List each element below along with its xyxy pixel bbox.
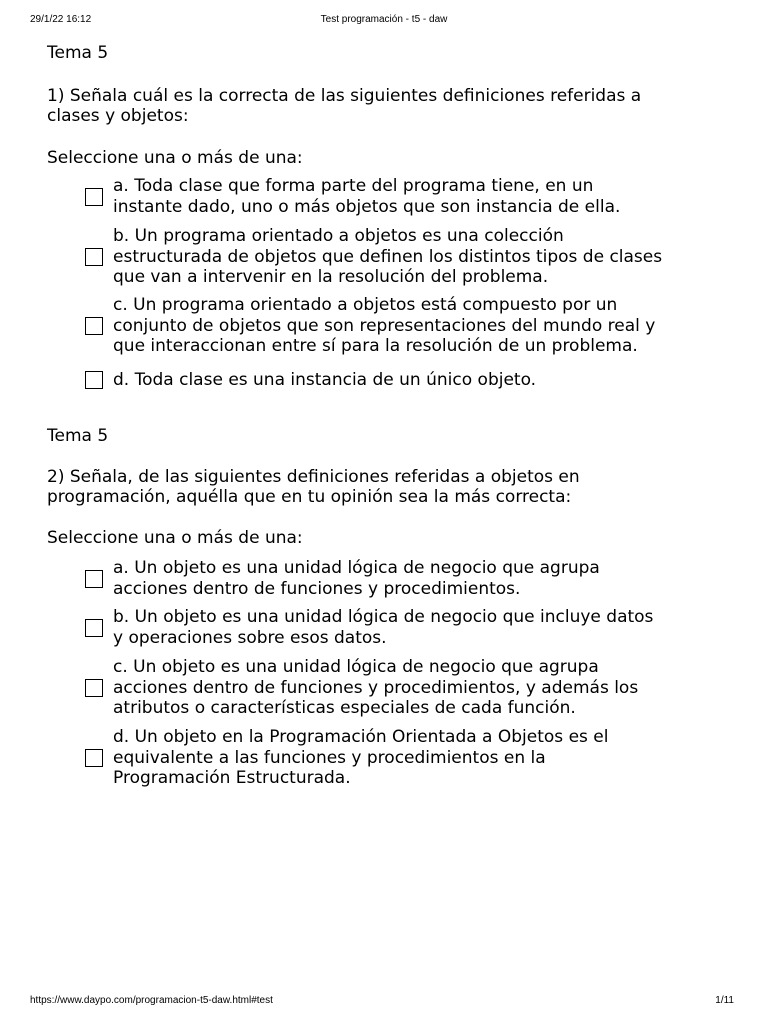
question-2-instruction-block [47, 528, 727, 548]
question-1-text-block [47, 86, 727, 126]
print-header [0, 14, 768, 28]
question-1-option-c-checkbox[interactable] [85, 317, 103, 335]
question-2-text-block [47, 467, 727, 507]
question-2-option-d-label: d. Un objeto en la Programación Orientada a Objetos es el equivalente a las funciones y procedimientos en la Programación Estructurada. [113, 727, 609, 788]
print-footer [0, 995, 768, 1009]
question-2-option-a-label: a. Un objeto es una unidad lógica de negocio que agrupa acciones dentro de funciones y procedimientos. [113, 558, 600, 599]
question-1-topic: Tema 5 [47, 43, 109, 63]
question-2-option-b[interactable] [85, 607, 725, 648]
question-2-option-a-checkbox[interactable] [85, 570, 103, 588]
question-1-option-b-checkbox[interactable] [85, 248, 103, 266]
question-1-block [47, 43, 727, 63]
question-1-instruction: Seleccione una o más de una: [47, 148, 303, 168]
question-2-option-c-checkbox[interactable] [85, 679, 103, 697]
print-url: https://www.daypo.com/programacion-t5-daw.html#test [30, 995, 273, 1006]
question-1-option-d[interactable] [85, 370, 725, 391]
question-2-option-c-label: c. Un objeto es una unidad lógica de negocio que agrupa acciones dentro de funciones y procedimientos, y además los atributos o características especiales de cada función. [113, 657, 639, 718]
question-2-option-d-checkbox[interactable] [85, 749, 103, 767]
question-1-option-a-checkbox[interactable] [85, 188, 103, 206]
question-2-block [47, 426, 727, 446]
question-2-option-a[interactable] [85, 558, 725, 599]
question-2-option-d[interactable] [85, 727, 725, 789]
question-1-option-a-label: a. Toda clase que forma parte del programa tiene, en un instante dado, uno o más objetos que son instancia de ella. [113, 176, 621, 217]
question-1-option-d-label: d. Toda clase es una instancia de un único objeto. [113, 370, 537, 390]
question-1-text: 1) Señala cuál es la correcta de las siguientes definiciones referidas a clases y objetos: [47, 86, 642, 126]
question-2-text: 2) Señala, de las siguientes definiciones referidas a objetos en programación, aquélla que en tu opinión sea la más correcta: [47, 467, 580, 507]
question-1-option-b-label: b. Un programa orientado a objetos es una colección estructurada de objetos que definen los distintos tipos de clases que van a intervenir en la resolución del problema. [113, 226, 663, 287]
question-2-instruction: Seleccione una o más de una: [47, 528, 303, 548]
question-1-option-d-checkbox[interactable] [85, 371, 103, 389]
print-date: 29/1/22 16:12 [30, 14, 92, 25]
question-2-option-b-checkbox[interactable] [85, 619, 103, 637]
question-1-option-a[interactable] [85, 176, 725, 217]
question-2-option-c[interactable] [85, 657, 725, 719]
question-1-instruction-block [47, 148, 727, 168]
question-1-option-c-label: c. Un programa orientado a objetos está compuesto por un conjunto de objetos que son representaciones del mundo real y que interaccionan entre sí para la resolución de un problema. [113, 295, 656, 356]
question-2-topic: Tema 5 [47, 426, 109, 446]
question-2-option-b-label: b. Un objeto es una unidad lógica de negocio que incluye datos y operaciones sobre esos datos. [113, 607, 654, 648]
question-1-option-b[interactable] [85, 226, 725, 288]
question-1-option-c[interactable] [85, 295, 725, 357]
page-number: 1/11 [715, 995, 734, 1006]
print-title: Test programación - t5 - daw [320, 14, 448, 25]
